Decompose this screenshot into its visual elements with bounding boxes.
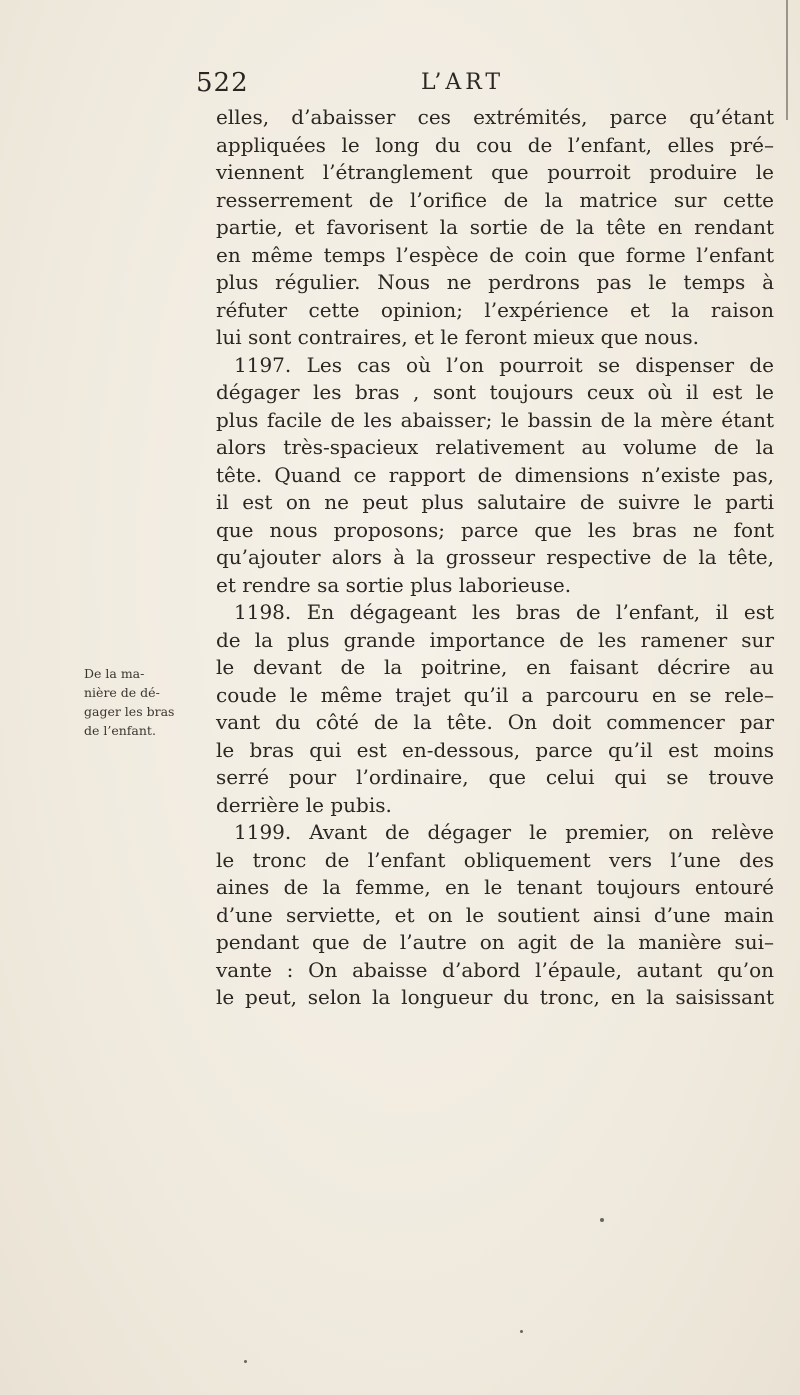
text-line: plus facile de les abaisser; le bassin de la mère étant — [216, 407, 774, 432]
text-line: qu’ajouter alors à la grosseur respective de la tête, — [216, 545, 774, 569]
body-text — [216, 104, 774, 1012]
text-line: vant du côté de la tête. On doit commencer par — [216, 710, 774, 734]
text-line: viennent l’étranglement que pourroit produire le — [216, 160, 774, 184]
text-line: tête. Quand ce rapport de dimensions n’existe pas, — [216, 462, 774, 487]
margin-note-line: nière de dé- — [84, 685, 160, 700]
text-line: resserrement de l’orifice de la matrice sur cette — [216, 187, 774, 212]
page-number: 522 — [196, 68, 249, 98]
text-line: appliquées le long du cou de l’enfant, elles pré– — [216, 132, 774, 157]
text-line: il est on ne peut plus salutaire de suivre le parti — [216, 490, 774, 514]
margin-note-line: De la ma- — [84, 666, 145, 681]
text-line: plus régulier. Nous ne perdrons pas le temps à — [216, 270, 774, 294]
text-line: aines de la femme, en le tenant toujours entouré — [216, 875, 774, 899]
text-line: le devant de la poitrine, en faisant décrire au — [216, 655, 774, 679]
paper-speck — [600, 1218, 604, 1222]
text-line: en même temps l’espèce de coin que forme l’enfant — [216, 242, 774, 267]
text-line: le bras qui est en-dessous, parce qu’il est moins — [216, 737, 774, 762]
paragraph-start-line: 1199. Avant de dégager le premier, on relève — [234, 820, 774, 844]
page-edge-mark — [786, 0, 788, 120]
margin-note-line: gager les bras — [84, 704, 175, 719]
text-line: le tronc de l’enfant obliquement vers l’une des — [216, 847, 774, 872]
text-line: et rendre sa sortie plus laborieuse. — [216, 572, 572, 597]
margin-note-line: de l’enfant. — [84, 723, 156, 738]
text-line: coude le même trajet qu’il a parcouru en se rele– — [216, 682, 774, 707]
text-line: serré pour l’ordinaire, que celui qui se trouve — [216, 765, 774, 789]
text-line: vante : On abaisse d’abord l’épaule, autant qu’on — [216, 957, 774, 982]
text-line: lui sont contraires, et le feront mieux que nous. — [216, 325, 699, 349]
text-line: dégager les bras , sont toujours ceux où il est le — [216, 380, 774, 404]
paragraph-start-line: 1197. Les cas où l’on pourroit se dispenser de — [234, 352, 774, 377]
margin-note — [84, 664, 212, 740]
text-line: que nous proposons; parce que les bras ne font — [216, 517, 774, 542]
text-line: le peut, selon la longueur du tronc, en la saisissant — [216, 985, 774, 1009]
text-line: elles, d’abaisser ces extrémités, parce qu’étant — [216, 105, 774, 129]
text-line: réfuter cette opinion; l’expérience et la raison — [216, 297, 774, 322]
page-header — [196, 68, 596, 102]
text-line: derrière le pubis. — [216, 792, 392, 817]
text-line: d’une serviette, et on le soutient ainsi d’une main — [216, 902, 774, 927]
paper-speck — [244, 1360, 247, 1363]
paper-speck — [520, 1330, 523, 1333]
text-line: de la plus grande importance de les ramener sur — [216, 627, 774, 652]
running-head: L’ART — [421, 70, 505, 95]
text-line: alors très-spacieux relativement au volume de la — [216, 435, 774, 459]
paragraph-start-line: 1198. En dégageant les bras de l’enfant, il est — [234, 600, 774, 624]
text-line: partie, et favorisent la sortie de la tête en rendant — [216, 215, 774, 239]
text-line: pendant que de l’autre on agit de la manière sui– — [216, 930, 774, 954]
